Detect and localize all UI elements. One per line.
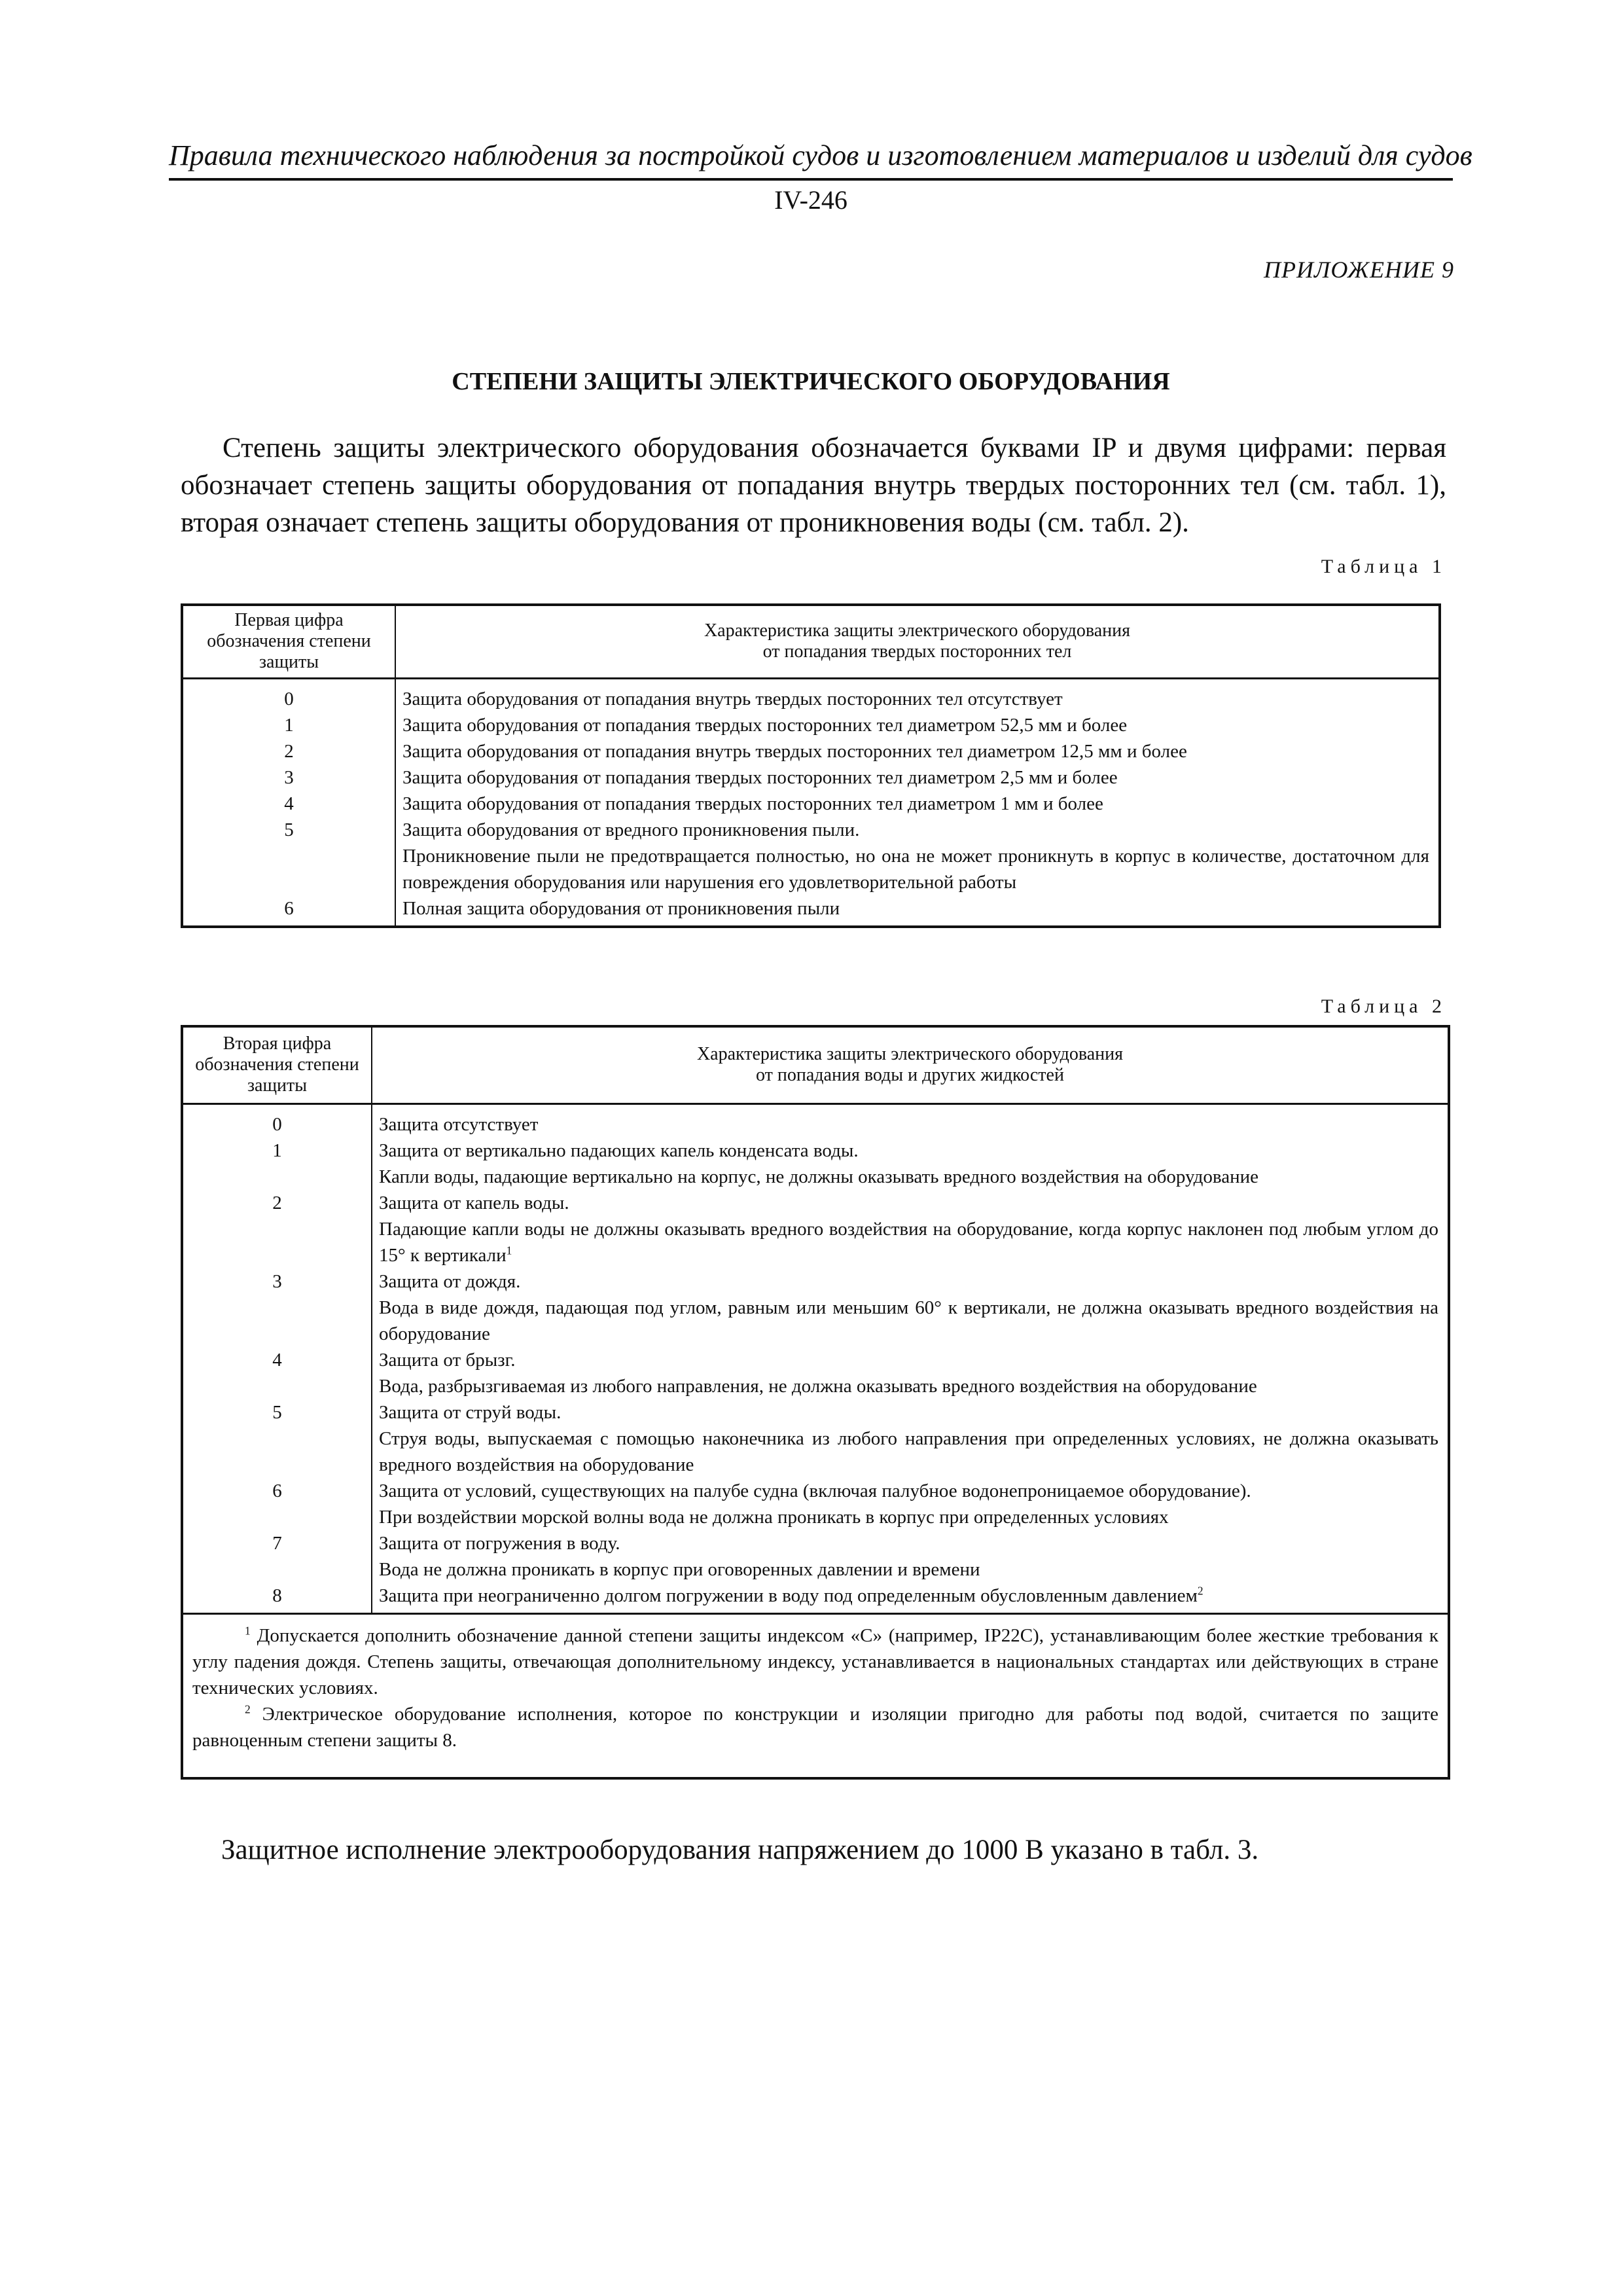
code-cell: 4 (272, 1349, 282, 1371)
code-cell: 4 (284, 793, 294, 814)
table1-header-description (395, 605, 1440, 678)
table2-header-line1: Характеристика защиты электрического оборудования (696, 1044, 1124, 1065)
table1-codes (182, 678, 395, 927)
footnote-marker-1: 1 (245, 1623, 251, 1637)
table-row (182, 1103, 1449, 1613)
table1-label: Таблица 1 (1321, 556, 1446, 577)
intro-paragraph: Степень защиты электрического оборудования обозначается буквами IP и двумя цифрами: первая обозначает степень защиты оборудования от попадания внутрь твердых посторонних тел (см. табл. 1), вторая означает степень защиты оборудования от проникновения воды (см. табл. 2). (181, 433, 1446, 538)
description-cell: Вода в виде дождя, падающая под углом, равным или меньшим 60° к вертикали, не должна оказывать вредного воздействия на оборудование (379, 1297, 1438, 1344)
table-row (182, 678, 1440, 927)
footnote-ref-2: 2 (1197, 1583, 1204, 1597)
footnote-ref-1: 1 (506, 1243, 512, 1257)
code-spacer (183, 1556, 371, 1583)
code-cell: 1 (284, 714, 294, 736)
table2-codes (182, 1103, 372, 1613)
description-cell: Защита оборудования от попадания внутрь твердых посторонних тел отсутствует (402, 688, 1063, 709)
table1-header-row (182, 605, 1440, 678)
document-title: СТЕПЕНИ ЗАЩИТЫ ЭЛЕКТРИЧЕСКОГО ОБОРУДОВАНИЯ (452, 368, 1170, 395)
page-number: IV-246 (774, 185, 847, 215)
code-spacer (183, 1504, 371, 1530)
appendix-label: ПРИЛОЖЕНИЕ 9 (1264, 257, 1454, 283)
code-cell: 2 (284, 740, 294, 762)
description-cell: Защита от струй воды. (379, 1401, 562, 1423)
footnote-2 (192, 1701, 1438, 1753)
description-cell: Защита отсутствует (379, 1113, 539, 1135)
table1-header-line2: от попадания твердых посторонних тел (762, 641, 1072, 662)
code-spacer (183, 1373, 371, 1399)
code-cell: 0 (272, 1113, 282, 1135)
table2-header-code (182, 1026, 372, 1103)
table2-footnotes (182, 1613, 1449, 1778)
code-spacer (183, 1216, 371, 1268)
code-cell: 1 (272, 1139, 282, 1161)
description-text: Защита при неограниченно долгом погружении в воду под определенным обусловленным давлением (379, 1585, 1198, 1606)
description-cell: Проникновение пыли не предотвращается полностью, но она не может проникнуть в корпус в количестве, достаточном для повреждения оборудования или нарушения его удовлетворительной работы (402, 845, 1429, 893)
footnote-1 (192, 1623, 1438, 1701)
code-cell: 6 (284, 897, 294, 919)
description-cell: Защита от условий, существующих на палубе судна (включая палубное водонепроницаемое оборудование). (379, 1480, 1251, 1501)
description-cell: Защита оборудования от попадания внутрь твердых посторонних тел диаметром 12,5 мм и более (402, 740, 1187, 762)
description-cell: Защита от погружения в воду. (379, 1532, 620, 1554)
code-spacer (183, 843, 395, 895)
description-cell: Вода, разбрызгиваемая из любого направления, не должна оказывать вредного воздействия на оборудование (379, 1375, 1257, 1397)
code-cell: 8 (272, 1585, 282, 1606)
description-cell: Защита оборудования от попадания твердых посторонних тел диаметром 52,5 мм и более (402, 714, 1128, 736)
description-cell (379, 1583, 1438, 1609)
footnote-2-text: Электрическое оборудование исполнения, которое по конструкции и изоляции пригодно для работы под водой, считается по защите равноценным степени защиты 8. (192, 1703, 1439, 1751)
table1-header-code-text: Первая цифра обозначения степени защиты (207, 610, 371, 673)
table1 (181, 603, 1441, 928)
description-cell (379, 1216, 1438, 1268)
table1-descriptions (395, 678, 1440, 927)
code-cell: 7 (272, 1532, 282, 1554)
table1-header-code (182, 605, 395, 678)
code-cell: 5 (284, 819, 294, 840)
description-cell: При воздействии морской волны вода не должна проникать в корпус при определенных условиях (379, 1506, 1169, 1528)
closing-paragraph: Защитное исполнение электрооборудования напряжением до 1000 В указано в табл. 3. (221, 1835, 1259, 1865)
description-cell: Защита оборудования от попадания твердых посторонних тел диаметром 1 мм и более (402, 793, 1103, 814)
description-cell: Защита от дождя. (379, 1270, 521, 1292)
description-text: Падающие капли воды не должны оказывать вредного воздействия на оборудование, когда корпус наклонен под любым углом до 15° к вертикали (379, 1218, 1438, 1266)
table2 (181, 1025, 1450, 1780)
code-cell: 3 (272, 1270, 282, 1292)
description-cell: Капли воды, падающие вертикально на корпус, не должны оказывать вредного воздействия на оборудование (379, 1166, 1259, 1187)
code-cell: 3 (284, 766, 294, 788)
code-spacer (183, 1426, 371, 1478)
footnote-marker-2: 2 (245, 1702, 251, 1715)
code-cell: 0 (284, 688, 294, 709)
table2-header-description (372, 1026, 1449, 1103)
table2-footnotes-row (182, 1613, 1449, 1778)
description-cell: Защита от капель воды. (379, 1192, 569, 1213)
description-cell: Защита от вертикально падающих капель конденсата воды. (379, 1139, 859, 1161)
table2-header-code-text: Вторая цифра обозначения степени защиты (195, 1033, 359, 1096)
description-cell: Защита оборудования от вредного проникновения пыли. (402, 819, 860, 840)
table2-descriptions (372, 1103, 1449, 1613)
footnote-1-text: Допускается дополнить обозначение данной степени защиты индексом «С» (например, IP22C), устанавливающим более жесткие требования к углу падения дождя. Степень защиты, отвечающая дополнительному индексу, устанавливается в национальных стандартах или действующих в стране технических условиях. (192, 1624, 1439, 1698)
code-cell: 5 (272, 1401, 282, 1423)
description-cell: Струя воды, выпускаемая с помощью наконечника из любого направления при определенных условиях, не должна оказывать вредного воздействия на оборудование (379, 1427, 1438, 1475)
description-cell: Защита оборудования от попадания твердых посторонних тел диаметром 2,5 мм и более (402, 766, 1118, 788)
description-cell: Полная защита оборудования от проникновения пыли (402, 897, 840, 919)
code-cell: 2 (272, 1192, 282, 1213)
table2-header-row (182, 1026, 1449, 1103)
table2-header-line2: от попадания воды и других жидкостей (756, 1065, 1064, 1086)
description-cell: Вода не должна проникать в корпус при оговоренных давлении и времени (379, 1558, 980, 1580)
table1-header-line1: Характеристика защиты электрического оборудования (704, 620, 1131, 641)
code-spacer (183, 1164, 371, 1190)
running-header: Правила технического наблюдения за постройкой судов и изготовлением материалов и изделий для судов (169, 139, 1453, 181)
table2-label: Таблица 2 (1321, 996, 1446, 1017)
description-cell: Защита от брызг. (379, 1349, 516, 1371)
code-spacer (183, 1295, 371, 1347)
code-cell: 6 (272, 1480, 282, 1501)
